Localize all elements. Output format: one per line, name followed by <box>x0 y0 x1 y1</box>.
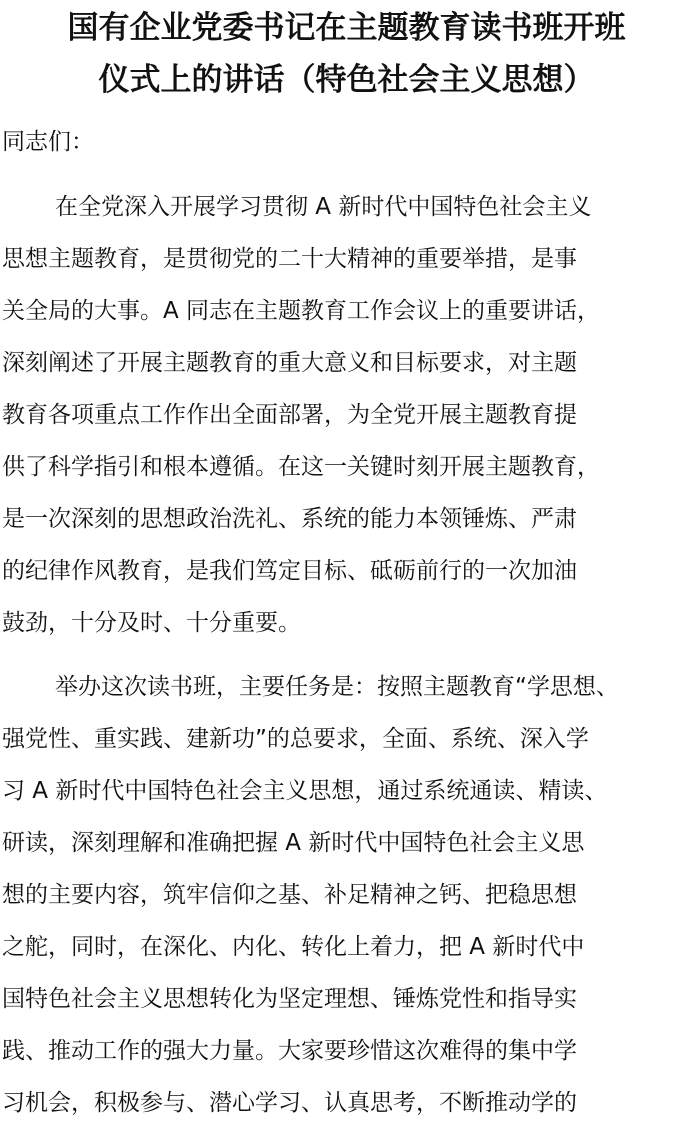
title-line: 仪式上的讲话（特色社会主义思想） <box>98 62 595 98</box>
text-line: 深刻阐述了开展主题教育的重大意义和目标要求，对主题 <box>2 350 577 376</box>
text-line: 在全党深入开展学习贯彻 A 新时代中国特色社会主义 <box>55 194 592 220</box>
paragraph-2 <box>2 661 692 1129</box>
text-line: 关全局的大事。A 同志在主题教育工作会议上的重要讲话， <box>2 298 601 324</box>
title-line: 国有企业党委书记在主题教育读书班开班 <box>67 10 626 46</box>
text-line: 国特色社会主义思想转化为坚定理想、锤炼党性和指导实 <box>2 986 577 1012</box>
paragraph-1 <box>2 181 692 649</box>
text-line: 之舵，同时，在深化、内化、转化上着力，把 A 新时代中 <box>2 934 585 960</box>
text-line: 鼓劲，十分及时、十分重要。 <box>2 610 301 636</box>
text-line: 想的主要内容，筑牢信仰之基、补足精神之钙、把稳思想 <box>2 882 577 908</box>
document-title <box>0 2 693 106</box>
text-line: 践、推动工作的强大力量。大家要珍惜这次难得的集中学 <box>2 1038 577 1064</box>
text-line: 习 A 新时代中国特色社会主义思想，通过系统通读、精读、 <box>2 778 608 804</box>
salutation: 同志们： <box>2 129 94 155</box>
text-line: 强党性、重实践、建新功”的总要求，全面、系统、深入学 <box>2 726 589 752</box>
text-line: 思想主题教育，是贯彻党的二十大精神的重要举措，是事 <box>2 246 577 272</box>
text-line: 是一次深刻的思想政治洗礼、系统的能力本领锤炼、严肃 <box>2 506 577 532</box>
text-line: 举办这次读书班，主要任务是：按照主题教育“学思想、 <box>55 674 619 700</box>
text-line: 习机会，积极参与、潜心学习、认真思考，不断推动学的 <box>2 1090 577 1116</box>
text-line: 的纪律作风教育，是我们笃定目标、砥砺前行的一次加油 <box>2 558 577 584</box>
text-line: 教育各项重点工作作出全面部署，为全党开展主题教育提 <box>2 402 577 428</box>
text-line: 研读，深刻理解和准确把握 A 新时代中国特色社会主义思 <box>2 830 585 856</box>
text-line: 供了科学指引和根本遵循。在这一关键时刻开展主题教育， <box>2 454 600 480</box>
